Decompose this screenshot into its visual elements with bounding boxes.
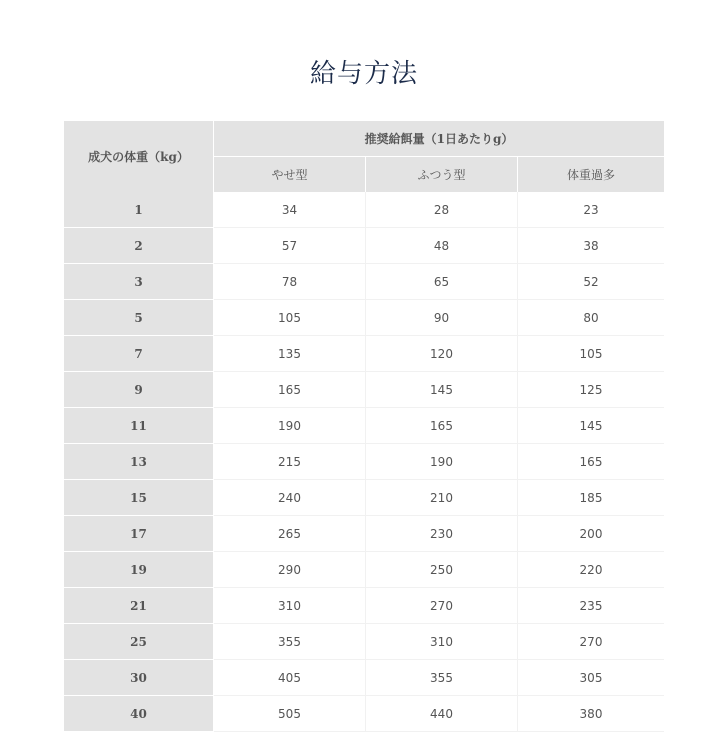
weight-cell: 25: [64, 624, 214, 660]
overweight-value-cell: 145: [518, 408, 664, 444]
weight-cell: 40: [64, 696, 214, 732]
thin-value-cell: 215: [214, 444, 366, 480]
thin-value-cell: 240: [214, 480, 366, 516]
thin-value-cell: 105: [214, 300, 366, 336]
thin-value-cell: 78: [214, 264, 366, 300]
thin-value-cell: 265: [214, 516, 366, 552]
normal-value-cell: 250: [366, 552, 518, 588]
normal-value-cell: 90: [366, 300, 518, 336]
overweight-value-cell: 270: [518, 624, 664, 660]
table-row: [64, 372, 664, 408]
table-row: [64, 264, 664, 300]
weight-cell: 2: [64, 228, 214, 264]
page-title: 給与方法: [309, 59, 418, 89]
table-row: [64, 516, 664, 552]
weight-cell: 13: [64, 444, 214, 480]
thin-value-cell: 290: [214, 552, 366, 588]
table-body: [64, 192, 664, 732]
table-row: [64, 408, 664, 444]
thin-value-cell: 505: [214, 696, 366, 732]
thin-value-cell: 135: [214, 336, 366, 372]
table-row: [64, 552, 664, 588]
normal-value-cell: 310: [366, 624, 518, 660]
column-header-overweight: 体重過多: [518, 157, 664, 192]
table-row: [64, 300, 664, 336]
table-row: [64, 696, 664, 732]
weight-cell: 21: [64, 588, 214, 624]
table-row: [64, 444, 664, 480]
normal-value-cell: 48: [366, 228, 518, 264]
overweight-value-cell: 200: [518, 516, 664, 552]
weight-column-header: 成犬の体重（kg）: [64, 121, 214, 192]
weight-cell: 7: [64, 336, 214, 372]
weight-cell: 9: [64, 372, 214, 408]
weight-cell: 1: [64, 192, 214, 228]
weight-cell: 3: [64, 264, 214, 300]
table-row: [64, 624, 664, 660]
normal-value-cell: 120: [366, 336, 518, 372]
thin-value-cell: 165: [214, 372, 366, 408]
overweight-value-cell: 235: [518, 588, 664, 624]
weight-cell: 30: [64, 660, 214, 696]
weight-cell: 19: [64, 552, 214, 588]
table-row: [64, 660, 664, 696]
normal-value-cell: 65: [366, 264, 518, 300]
normal-value-cell: 210: [366, 480, 518, 516]
table-row: [64, 336, 664, 372]
normal-value-cell: 145: [366, 372, 518, 408]
normal-value-cell: 270: [366, 588, 518, 624]
normal-value-cell: 28: [366, 192, 518, 228]
weight-cell: 15: [64, 480, 214, 516]
normal-value-cell: 190: [366, 444, 518, 480]
column-header-thin: やせ型: [214, 157, 366, 192]
overweight-value-cell: 80: [518, 300, 664, 336]
overweight-value-cell: 52: [518, 264, 664, 300]
overweight-value-cell: 38: [518, 228, 664, 264]
thin-value-cell: 405: [214, 660, 366, 696]
overweight-value-cell: 185: [518, 480, 664, 516]
thin-value-cell: 190: [214, 408, 366, 444]
thin-value-cell: 34: [214, 192, 366, 228]
thin-value-cell: 310: [214, 588, 366, 624]
overweight-value-cell: 165: [518, 444, 664, 480]
normal-value-cell: 355: [366, 660, 518, 696]
weight-cell: 5: [64, 300, 214, 336]
table-row: [64, 588, 664, 624]
weight-cell: 17: [64, 516, 214, 552]
overweight-value-cell: 125: [518, 372, 664, 408]
overweight-value-cell: 305: [518, 660, 664, 696]
normal-value-cell: 165: [366, 408, 518, 444]
table-row: [64, 228, 664, 264]
normal-value-cell: 440: [366, 696, 518, 732]
thin-value-cell: 355: [214, 624, 366, 660]
normal-value-cell: 230: [366, 516, 518, 552]
weight-cell: 11: [64, 408, 214, 444]
thin-value-cell: 57: [214, 228, 366, 264]
feeding-amount-group-header: 推奨給餌量（1日あたりg）: [214, 121, 664, 157]
overweight-value-cell: 380: [518, 696, 664, 732]
table-row: [64, 480, 664, 516]
overweight-value-cell: 220: [518, 552, 664, 588]
overweight-value-cell: 105: [518, 336, 664, 372]
table-row: [64, 192, 664, 228]
feeding-table: [64, 121, 664, 732]
overweight-value-cell: 23: [518, 192, 664, 228]
column-header-normal: ふつう型: [366, 157, 518, 192]
